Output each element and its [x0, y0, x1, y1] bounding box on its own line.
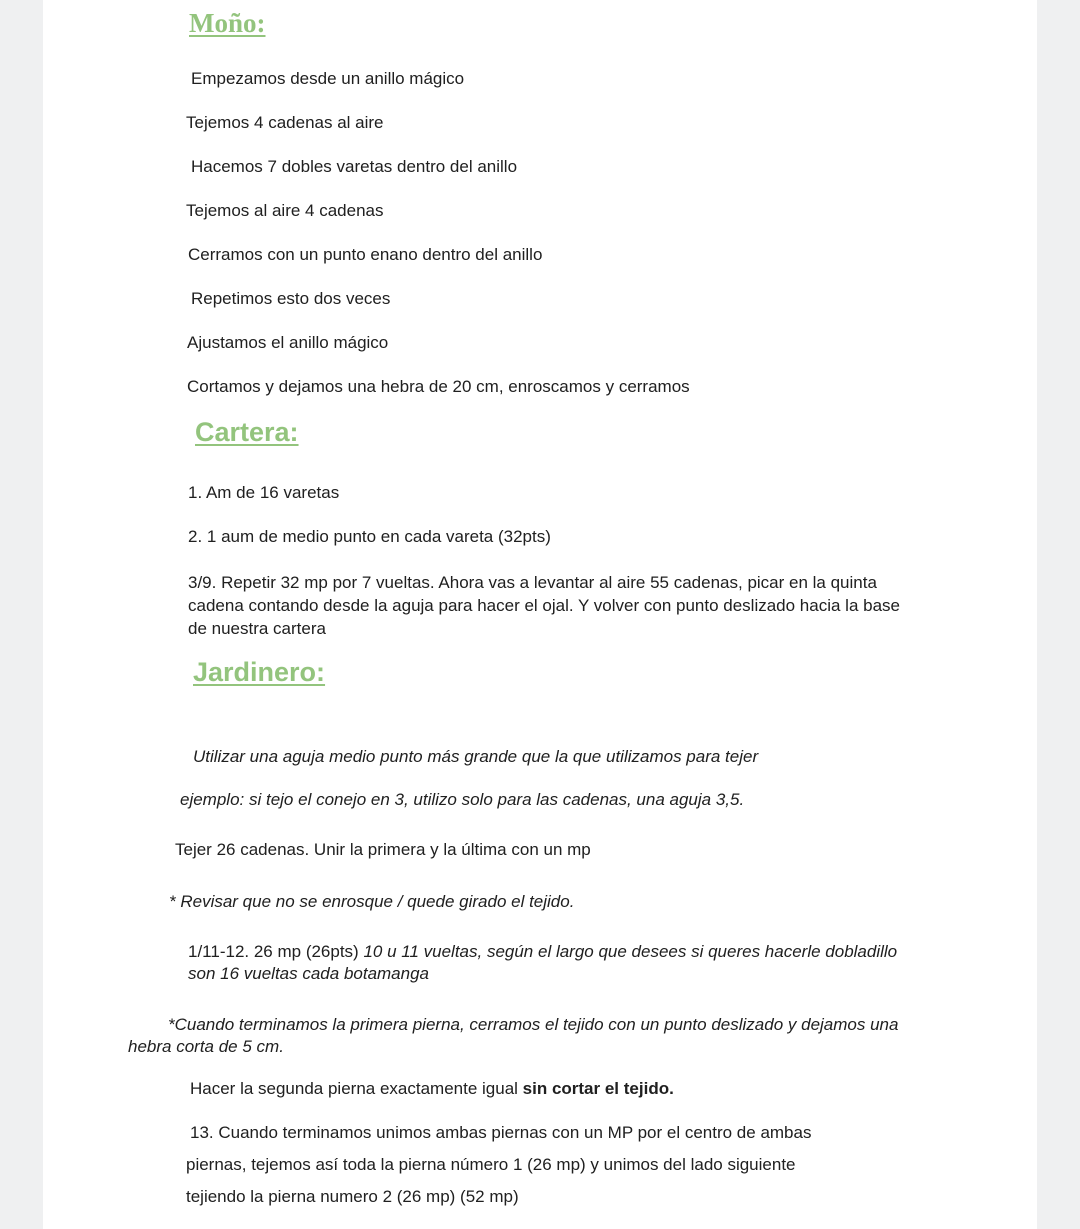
- mono-line-4: Tejemos al aire 4 cadenas: [186, 201, 384, 220]
- jardinero-chain-line: Tejer 26 cadenas. Unir la primera y la última con un mp: [175, 840, 591, 859]
- cartera-step-3-line-1: 3/9. Repetir 32 mp por 7 vueltas. Ahora vas a levantar al aire 55 cadenas, picar en la quinta: [188, 573, 877, 592]
- cartera-step-1: 1. Am de 16 varetas: [188, 483, 340, 502]
- cartera-step-3-line-3: de nuestra cartera: [188, 619, 326, 638]
- jardinero-warning-line: * Revisar que no se enrosque / quede girado el tejido.: [169, 892, 575, 911]
- jardinero-second-leg-line: [190, 1079, 674, 1099]
- jardinero-step-13-line-3: tejiendo la pierna numero 2 (26 mp) (52 mp): [186, 1187, 519, 1206]
- section-title-jardinero: Jardinero:: [193, 657, 326, 687]
- mono-line-7: Ajustamos el anillo mágico: [187, 333, 389, 352]
- cartera-step-2: 2. 1 aum de medio punto en cada vareta (32pts): [188, 527, 551, 546]
- second-leg-normal: Hacer la segunda pierna exactamente igual: [190, 1079, 523, 1098]
- step-rounds-italic: 10 u 11 vueltas, según el largo que desees si queres hacerle dobladillo: [358, 942, 898, 961]
- jardinero-first-leg-note-line-2: hebra corta de 5 cm.: [128, 1037, 284, 1056]
- section-title-mono: Moño:: [189, 8, 266, 38]
- jardinero-step-13-line-2: piernas, tejemos así toda la pierna número 1 (26 mp) y unimos del lado siguiente: [186, 1155, 796, 1174]
- jardinero-step-13-line-1: 13. Cuando terminamos unimos ambas piernas con un MP por el centro de ambas: [190, 1123, 812, 1142]
- mono-line-3: Hacemos 7 dobles varetas dentro del anillo: [191, 157, 518, 176]
- section-title-cartera: Cartera:: [195, 417, 299, 447]
- jardinero-step-rounds-line-2: son 16 vueltas cada botamanga: [188, 964, 430, 983]
- step-rounds-prefix: 1/11-12. 26 mp (26pts): [188, 942, 359, 961]
- cartera-step-3-line-2: cadena contando desde la aguja para hacer el ojal. Y volver con punto deslizado hacia la base: [188, 596, 900, 615]
- jardinero-step-rounds-line-1: [188, 942, 897, 962]
- mono-line-6: Repetimos esto dos veces: [191, 289, 391, 308]
- second-leg-bold: sin cortar el tejido.: [522, 1079, 674, 1098]
- document-paper: [43, 0, 1037, 1229]
- mono-line-2: Tejemos 4 cadenas al aire: [186, 113, 384, 132]
- mono-line-1: Empezamos desde un anillo mágico: [191, 69, 465, 88]
- jardinero-note-needle: Utilizar una aguja medio punto más grande que la que utilizamos para tejer: [193, 747, 759, 766]
- mono-line-8: Cortamos y dejamos una hebra de 20 cm, enroscamos y cerramos: [187, 377, 690, 396]
- mono-line-5: Cerramos con un punto enano dentro del anillo: [188, 245, 543, 264]
- jardinero-first-leg-note-line-1: *Cuando terminamos la primera pierna, cerramos el tejido con un punto deslizado y dejamos una: [168, 1015, 899, 1034]
- jardinero-note-example: ejemplo: si tejo el conejo en 3, utilizo solo para las cadenas, una aguja 3,5.: [180, 790, 745, 809]
